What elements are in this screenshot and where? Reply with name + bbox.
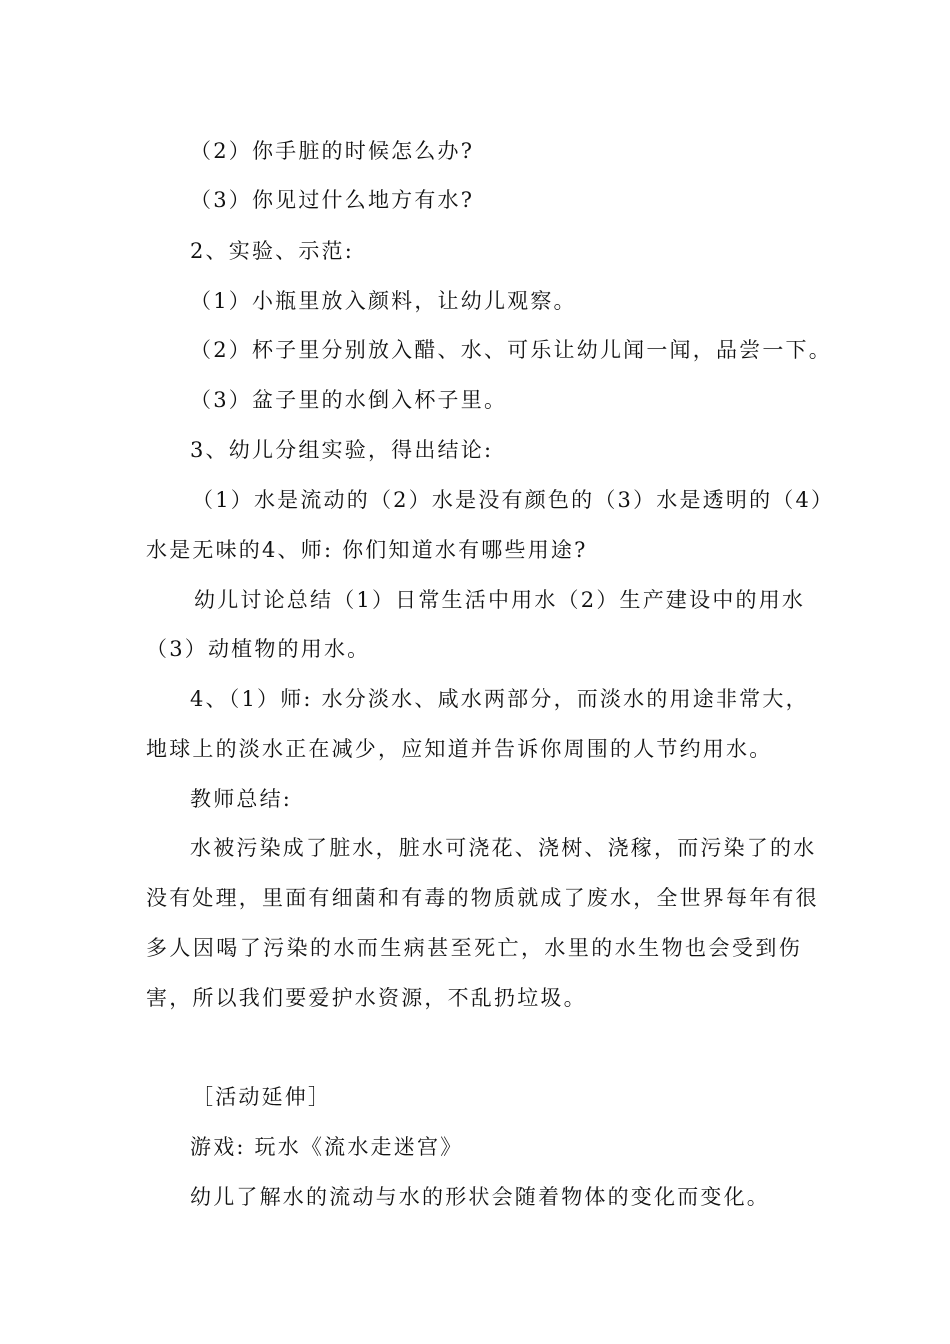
question-2: （2）你手脏的时候怎么办? <box>190 139 475 163</box>
summary-line-2: 没有处理，里面有细菌和有毒的物质就成了废水，全世界每年有很 <box>146 886 819 910</box>
summary-line-4: 害，所以我们要爱护水资源，不乱扔垃圾。 <box>146 986 587 1010</box>
conclusion-line-2: 水是无味的4、师: 你们知道水有哪些用途? <box>146 538 588 562</box>
step-4-line-1: 4、（1）师: 水分淡水、咸水两部分，而淡水的用途非常大， <box>190 687 809 711</box>
question-3: （3）你见过什么地方有水? <box>190 188 475 212</box>
step-3-heading: 3、幼儿分组实验，得出结论: <box>190 438 494 462</box>
discussion-line-1: 幼儿讨论总结（1）日常生活中用水（2）生产建设中的用水 <box>194 588 806 612</box>
extension-heading: ［活动延伸］ <box>192 1085 332 1109</box>
step-2-item-3: （3）盆子里的水倒入杯子里。 <box>190 388 508 412</box>
extension-game: 游戏: 玩水《流水走迷宫》 <box>190 1135 464 1159</box>
extension-description: 幼儿了解水的流动与水的形状会随着物体的变化而变化。 <box>190 1185 770 1209</box>
step-2-item-1: （1）小瓶里放入颜料，让幼儿观察。 <box>190 289 577 313</box>
summary-line-3: 多人因喝了污染的水而生病甚至死亡，水里的水生物也会受到伤 <box>146 936 802 960</box>
step-4-line-2: 地球上的淡水正在减少，应知道并告诉你周围的人节约用水。 <box>146 737 773 761</box>
step-2-item-2: （2）杯子里分别放入醋、水、可乐让幼儿闻一闻，品尝一下。 <box>190 338 832 362</box>
step-2-heading: 2、实验、示范: <box>190 239 355 263</box>
discussion-line-2: （3）动植物的用水。 <box>146 637 371 661</box>
conclusion-line-1: （1）水是流动的（2）水是没有颜色的（3）水是透明的（4） <box>192 488 835 512</box>
teacher-summary-heading: 教师总结: <box>190 787 293 811</box>
summary-line-1: 水被污染成了脏水，脏水可浇花、浇树、浇稼，而污染了的水 <box>190 836 817 860</box>
